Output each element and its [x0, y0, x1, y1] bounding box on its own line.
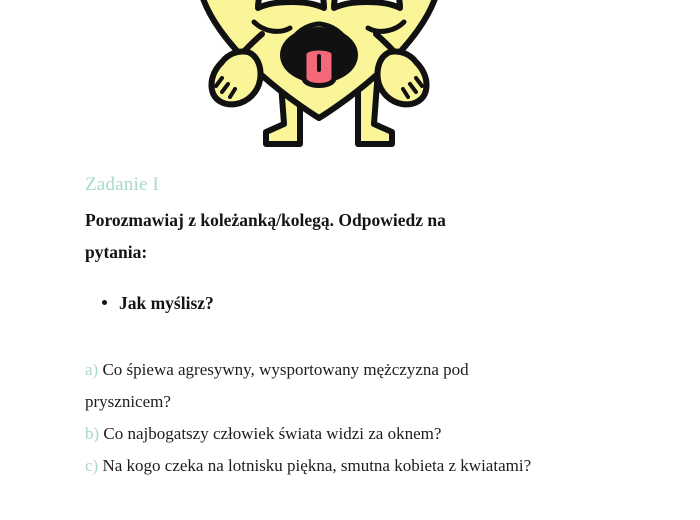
illustration-area [0, 0, 700, 160]
list-item [85, 288, 515, 318]
question-item-a [85, 354, 555, 418]
question-text-c: Na kogo czeka na lotnisku piękna, smutna kobieta z kwiatami? [102, 456, 532, 475]
question-text-a: Co śpiewa agresywny, wysportowany mężczyzna pod prysznicem? [85, 360, 469, 411]
bullet-list [85, 288, 515, 318]
question-marker-c: c) [85, 456, 99, 475]
question-item-b [85, 418, 555, 450]
task-label: Zadanie I [85, 174, 160, 195]
question-list [85, 354, 555, 482]
instruction-text: Porozmawiaj z koleżanką/kolegą. Odpowiedz na pytania: [85, 210, 446, 262]
question-marker-b: b) [85, 424, 100, 443]
question-text-b: Co najbogatszy człowiek świata widzi za oknem? [103, 424, 442, 443]
right-hand [378, 51, 427, 104]
bullet-item-label: Jak myślisz? [119, 293, 214, 313]
yellow-heart-character-icon [188, 0, 450, 160]
bullet-dot-icon [102, 300, 107, 305]
question-item-c [85, 450, 555, 482]
question-marker-a: a) [85, 360, 99, 379]
left-hand [211, 51, 260, 104]
